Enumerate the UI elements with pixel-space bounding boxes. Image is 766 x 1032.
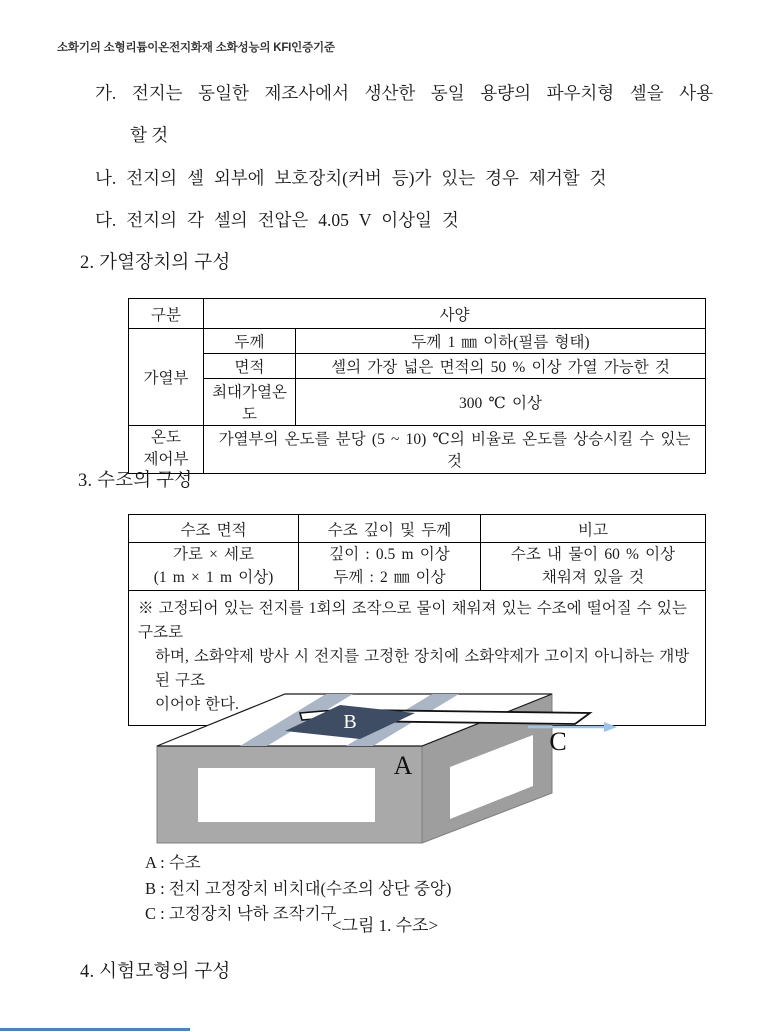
area-spec-cell: 셀의 가장 넓은 면적의 50 % 이상 가열 가능한 것 — [296, 354, 706, 379]
heating-device-table — [128, 298, 706, 474]
temp-control-name-line2: 제어부 — [143, 451, 189, 469]
thickness-name-cell: 두께 — [204, 329, 296, 354]
section-4-title: 4. 시험모형의 구성 — [80, 962, 231, 982]
figure-label-a: A — [393, 751, 413, 780]
table-row — [129, 299, 706, 329]
document-header-title: 소화기의 소형리튬이온전지화재 소화성능의 KFI인증기준 — [57, 42, 335, 54]
heating-table-header-category: 구분 — [129, 299, 204, 329]
tank-remark-cell — [481, 543, 706, 591]
clause-ga-line1: 가. 전지는 동일한 제조사에서 생산한 동일 용량의 파우치형 셀을 사용 — [95, 83, 713, 103]
temp-control-name-line1: 온도 — [151, 429, 181, 446]
heating-table-header-spec: 사양 — [204, 299, 706, 329]
tank-depth-line2: 두께 : 2 ㎜ 이상 — [333, 568, 446, 586]
clause-ga-line2: 할 것 — [130, 125, 169, 145]
legend-item-b: B : 전지 고정장치 비치대(수조의 상단 중앙) — [145, 878, 452, 898]
thickness-spec-cell: 두께 1 ㎜ 이하(필름 형태) — [296, 329, 706, 354]
section-3-title: 3. 수조의 구성 — [78, 471, 193, 491]
section-2-title: 2. 가열장치의 구성 — [80, 253, 231, 273]
maxtemp-name-cell: 최대가열온도 — [204, 379, 296, 426]
figure-caption: <그림 1. 수조> — [331, 916, 439, 935]
figure-label-c: C — [549, 727, 567, 756]
tank-front-opening — [198, 768, 375, 822]
drop-arrow-head — [604, 722, 617, 732]
maxtemp-spec-cell: 300 ℃ 이상 — [296, 379, 706, 426]
table-row — [129, 329, 706, 354]
table-row — [129, 543, 706, 591]
tank-footnote-line3: 이어야 한다. — [155, 696, 239, 714]
table-row — [129, 426, 706, 474]
bottom-accent-line — [0, 1028, 190, 1031]
tank-area-cell — [129, 543, 299, 591]
tank-area-line2: (1 m × 1 m 이상) — [153, 568, 274, 586]
legend-item-c: C : 고정장치 낙하 조작기구 — [145, 904, 337, 924]
tank-depth-cell — [299, 543, 481, 591]
heating-part-cell: 가열부 — [129, 329, 204, 426]
water-tank-figure — [150, 683, 620, 863]
tank-table-header-area: 수조 면적 — [129, 515, 299, 543]
table-row — [129, 379, 706, 426]
temp-control-spec-cell: 가열부의 온도를 분당 (5 ~ 10) ℃의 비율로 온도를 상승시킬 수 있는 것 — [204, 426, 706, 474]
tank-footnote-line2: 하며, 소화약제 방사 시 전지를 고정한 장치에 소화약제가 고이지 아니하는 개방된 구조 — [155, 648, 690, 690]
clause-na: 나. 전지의 셀 외부에 보호장치(커버 등)가 있는 경우 제거할 것 — [95, 168, 607, 188]
tank-remark-line1: 수조 내 물이 60 % 이상 — [510, 546, 676, 564]
figure-label-b: B — [343, 711, 357, 733]
tank-remark-line2: 채워져 있을 것 — [541, 568, 645, 586]
tank-area-line1: 가로 × 세로 — [172, 546, 255, 564]
clause-da: 다. 전지의 각 셀의 전압은 4.05 V 이상일 것 — [95, 210, 459, 230]
area-name-cell: 면적 — [204, 354, 296, 379]
table-row — [129, 515, 706, 543]
tank-depth-line1: 깊이 : 0.5 m 이상 — [329, 546, 450, 564]
legend-item-a: A : 수조 — [145, 853, 201, 872]
tank-table-header-remark: 비고 — [481, 515, 706, 543]
tank-table-header-depth: 수조 깊이 및 두께 — [299, 515, 481, 543]
tank-footnote-line1: ※ 고정되어 있는 전지를 1회의 조작으로 물이 채워져 있는 수조에 떨어질 수 있는 구조로 — [138, 600, 687, 642]
table-row — [129, 354, 706, 379]
